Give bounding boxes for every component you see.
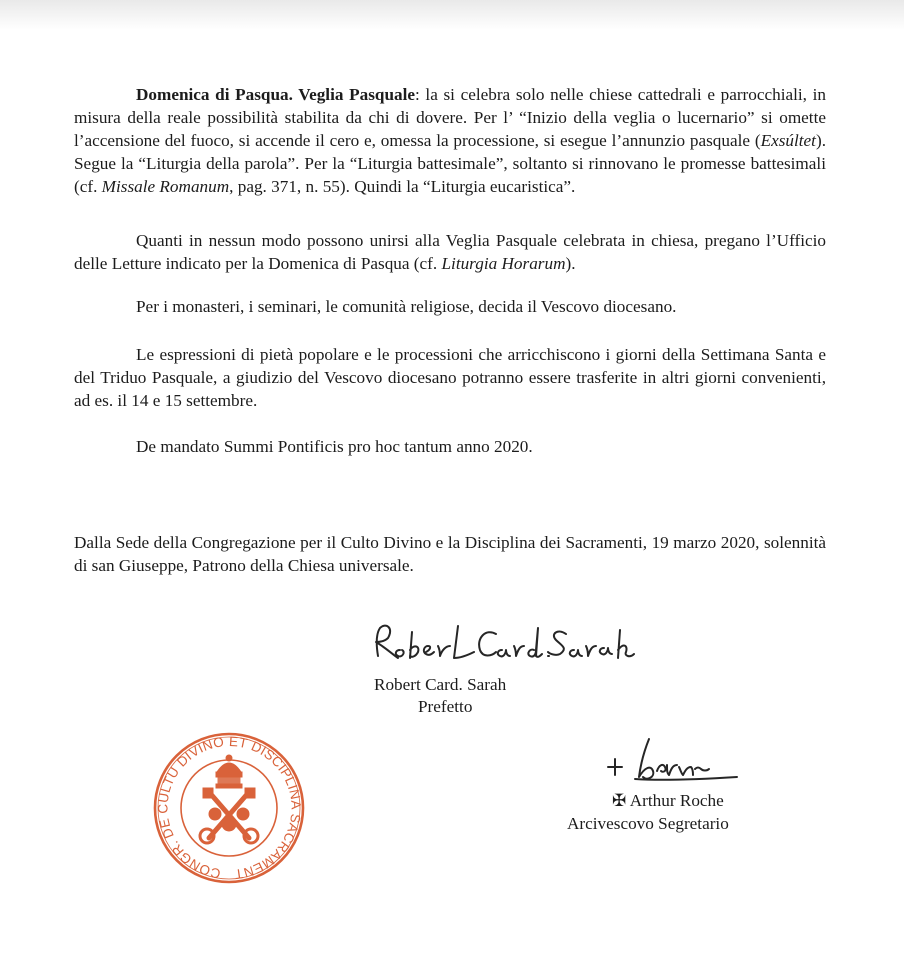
secretary-title: Arcivescovo Segretario [567,814,729,833]
paragraph-easter-vigil: Domenica di Pasqua. Veglia Pasquale: la si celebra solo nelle chiese cattedrali e parrocchiali, in misura della reale possibilità stabilita da chi di dovere. Per l’ “Inizio della veglia o lucernario” si omette l’accensione del fuoco, si accende il cero e, omessa la processione, si esegue l’annunzio pasquale (Exsúltet). Segue la “Liturgia della parola”. Per la “Liturgia battesimale”, soltanto si rinnovano le promesse battesimali (cf. Missale Romanum, pag. 371, n. 55). Quindi la “Liturgia eucaristica”. [74,85,826,196]
congregation-seal [147,720,304,882]
screenshot-top-shade [0,0,904,30]
seal-ring-text: CONGR. DE CULTU DIVINO ET DISCIPLINA SACRAMENTORUM [147,720,304,882]
paragraph-date-place: Dalla Sede della Congregazione per il Culto Divino e la Disciplina dei Sacramenti, 19 marzo 2020, solennità di san Giuseppe, Patrono della Chiesa universale. [74,533,826,575]
secretary-name: ✠ Arthur Roche [612,791,724,810]
prefect-signature [370,620,371,621]
paragraph-monasteries: Per i monasteri, i seminari, le comunità religiose, decida il Vescovo diocesano. [136,297,677,316]
paragraph-popular-piety: Le espressioni di pietà popolare e le processioni che arricchiscono i giorni della Settimana Santa e del Triduo Pasquale, a giudizio del Vescovo diocesano potranno essere trasferite in altri giorni convenienti, ad es. il 14 e 15 settembre. [74,345,826,410]
secretary-signature [605,735,606,736]
prefect-title: Prefetto [418,697,473,716]
paragraph-mandate: De mandato Summi Pontificis pro hoc tantum anno 2020. [136,437,533,456]
bold-lead: Domenica di Pasqua. Veglia Pasquale [136,85,415,104]
prefect-name: Robert Card. Sarah [374,675,507,694]
paragraph-office-of-readings: Quanti in nessun modo possono unirsi alla Veglia Pasquale celebrata in chiesa, pregano l’Ufficio delle Letture indicato per la Domenica di Pasqua (cf. Liturgia Horarum). [74,231,826,273]
